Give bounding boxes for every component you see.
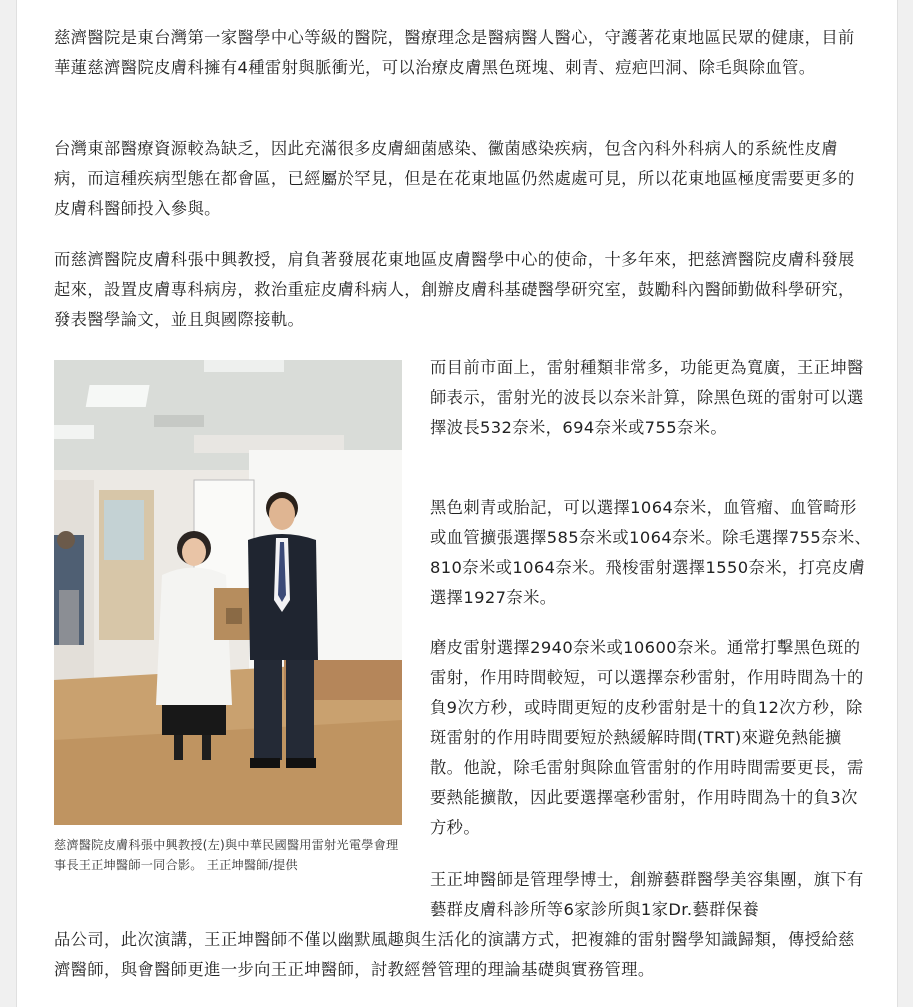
article-paragraph: 磨皮雷射選擇2940奈米或10600奈米。通常打擊黑色斑的雷射，作用時間較短，可以選擇奈秒雷射，作用時間為十的負9次方秒，或時間更短的皮秒雷射是十的負12次方秒，除斑雷射的作用時間要短於熱緩解時間(TRT)來避免熱能擴散。他說，除毛雷射與除血管雷射的作用時間需要更長，需要熱能擴散，因此要選擇毫秒雷射，作用時間為十的負3次方秒。 [430,638,864,837]
event-photo [54,360,402,825]
article-paragraph: 黑色刺青或胎記，可以選擇1064奈米，血管瘤、血管畸形或血管擴張選擇585奈米或1064奈米。除毛選擇755奈米、810奈米或1064奈米。飛梭雷射選擇1550奈米，打亮皮膚選擇1927奈米。 [430,498,872,607]
article-page [16,0,898,1007]
article-paragraph: 而目前市面上，雷射種類非常多，功能更為寬廣，王正坤醫師表示，雷射光的波長以奈米計算，除黑色斑的雷射可以選擇波長532奈米，694奈米或755奈米。 [430,358,864,437]
article-paragraph: 慈濟醫院是東台灣第一家醫學中心等級的醫院，醫療理念是醫病醫人醫心，守護著花東地區民眾的健康，目前華蓮慈濟醫院皮膚科擁有4種雷射與脈衝光，可以治療皮膚黑色斑塊、刺青、痘疤凹洞、除毛與除血管。 [54,28,855,77]
photo-caption: 慈濟醫院皮膚科張中興教授(左)與中華民國醫用雷射光電學會理事長王正坤醫師一同合影。 王正坤醫師/提供 [54,838,399,872]
photo-figure [54,360,402,875]
article-paragraph-start: 王正坤醫師是管理學博士，創辦藝群醫學美容集團，旗下有藝群皮膚科診所等6家診所與1家Dr.藝群保養 [430,870,864,919]
article-paragraph-continuation: 品公司，此次演講，王正坤醫師不僅以幽默風趣與生活化的演講方式，把複雜的雷射醫學知識歸類，傳授給慈濟醫師，與會醫師更進一步向王正坤醫師，討教經營管理的理論基礎與實務管理。 [54,930,855,979]
article-paragraph: 而慈濟醫院皮膚科張中興教授，肩負著發展花東地區皮膚醫學中心的使命，十多年來，把慈濟醫院皮膚科發展起來，設置皮膚專科病房，救治重症皮膚科病人，創辦皮膚科基礎醫學研究室，鼓勵科內醫師勤做科學研究，發表醫學論文，並且與國際接軌。 [54,250,855,329]
article-paragraph: 台灣東部醫療資源較為缺乏，因此充滿很多皮膚細菌感染、黴菌感染疾病，包含內科外科病人的系統性皮膚病，而這種疾病型態在都會區，已經屬於罕見，但是在花東地區仍然處處可見，所以花東地區極度需要更多的皮膚科醫師投入參與。 [54,139,855,218]
